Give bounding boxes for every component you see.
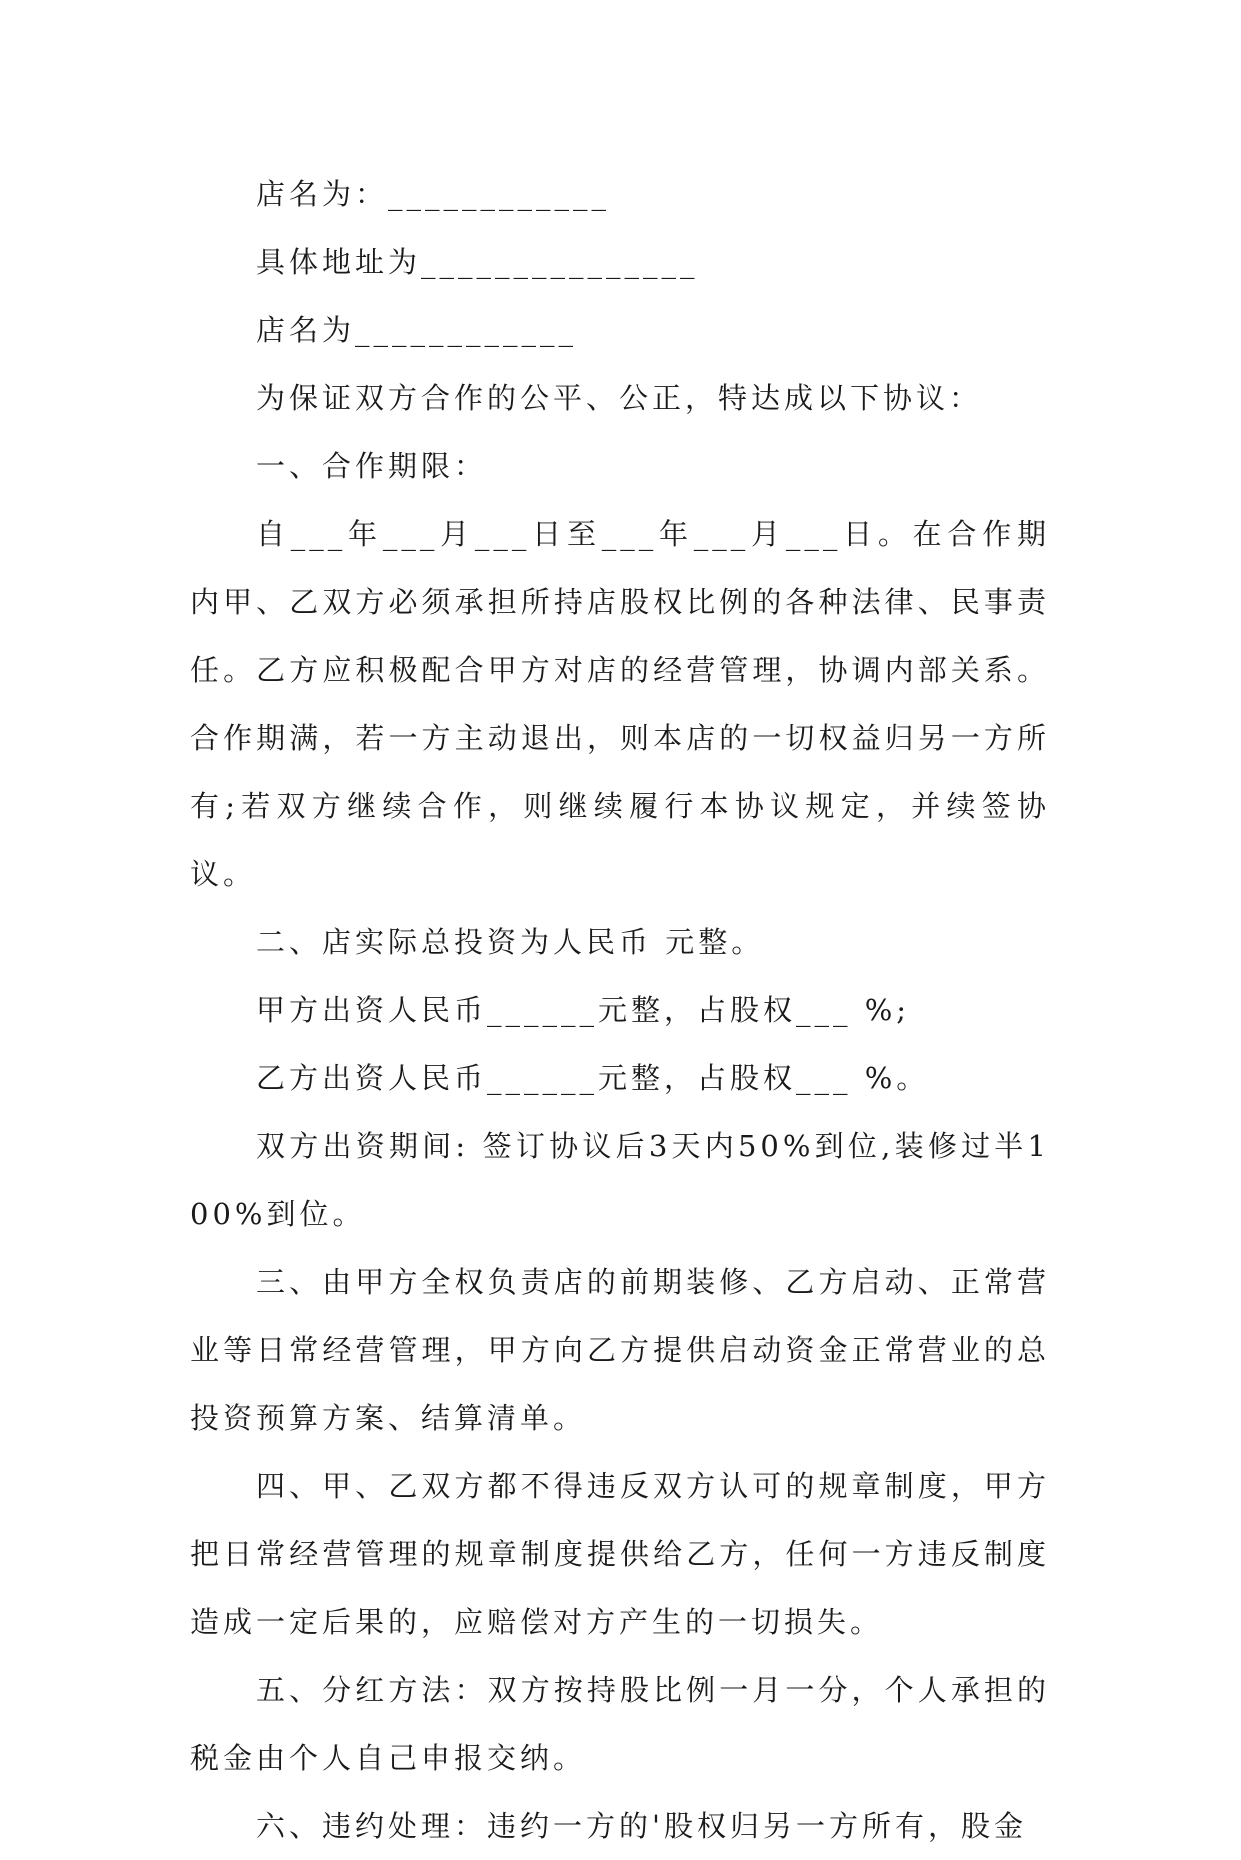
- party-a-investment: 甲方出资人民币______元整，占股权___ %;: [256, 993, 911, 1027]
- section-1-body: 自___年___月___日至___年___月___日。在合作期内甲、乙双方必须承担所持店股权比例的各种法律、民事责任。乙方应积极配合甲方对店的经营管理，协调内部关系。合作期满，若一方主动退出，则本店的一切权益归另一方所有;若双方继续合作，则继续履行本协议规定，并续签协议。: [190, 517, 1050, 891]
- investment-schedule: 双方出资期间: 签订协议后3天内50%到位,装修过半100%到位。: [190, 1129, 1050, 1231]
- document-page: [190, 160, 1050, 1860]
- shop-name-line-2: 店名为____________: [256, 313, 578, 347]
- shop-address-line: 具体地址为_______________: [256, 245, 699, 279]
- party-b-investment: 乙方出资人民币______元整，占股权___ %。: [256, 1061, 930, 1095]
- shop-name-line-1: 店名为：____________: [256, 177, 611, 211]
- section-4: 四、甲、乙双方都不得违反双方认可的规章制度，甲方把日常经营管理的规章制度提供给乙方，任何一方违反制度造成一定后果的，应赔偿对方产生的一切损失。: [190, 1469, 1050, 1639]
- agreement-intro: 为保证双方合作的公平、公正，特达成以下协议：: [256, 381, 983, 415]
- section-2-heading: 二、店实际总投资为人民币 元整。: [256, 925, 765, 959]
- section-6: 六、违约处理：违约一方的'股权归另一方所有，股金: [256, 1809, 1027, 1843]
- section-1-heading: 一、合作期限：: [256, 449, 488, 483]
- section-5: 五、分红方法：双方按持股比例一月一分，个人承担的税金由个人自己申报交纳。: [190, 1673, 1050, 1775]
- section-3: 三、由甲方全权负责店的前期装修、乙方启动、正常营业等日常经营管理，甲方向乙方提供启动资金正常营业的总投资预算方案、结算清单。: [190, 1265, 1050, 1435]
